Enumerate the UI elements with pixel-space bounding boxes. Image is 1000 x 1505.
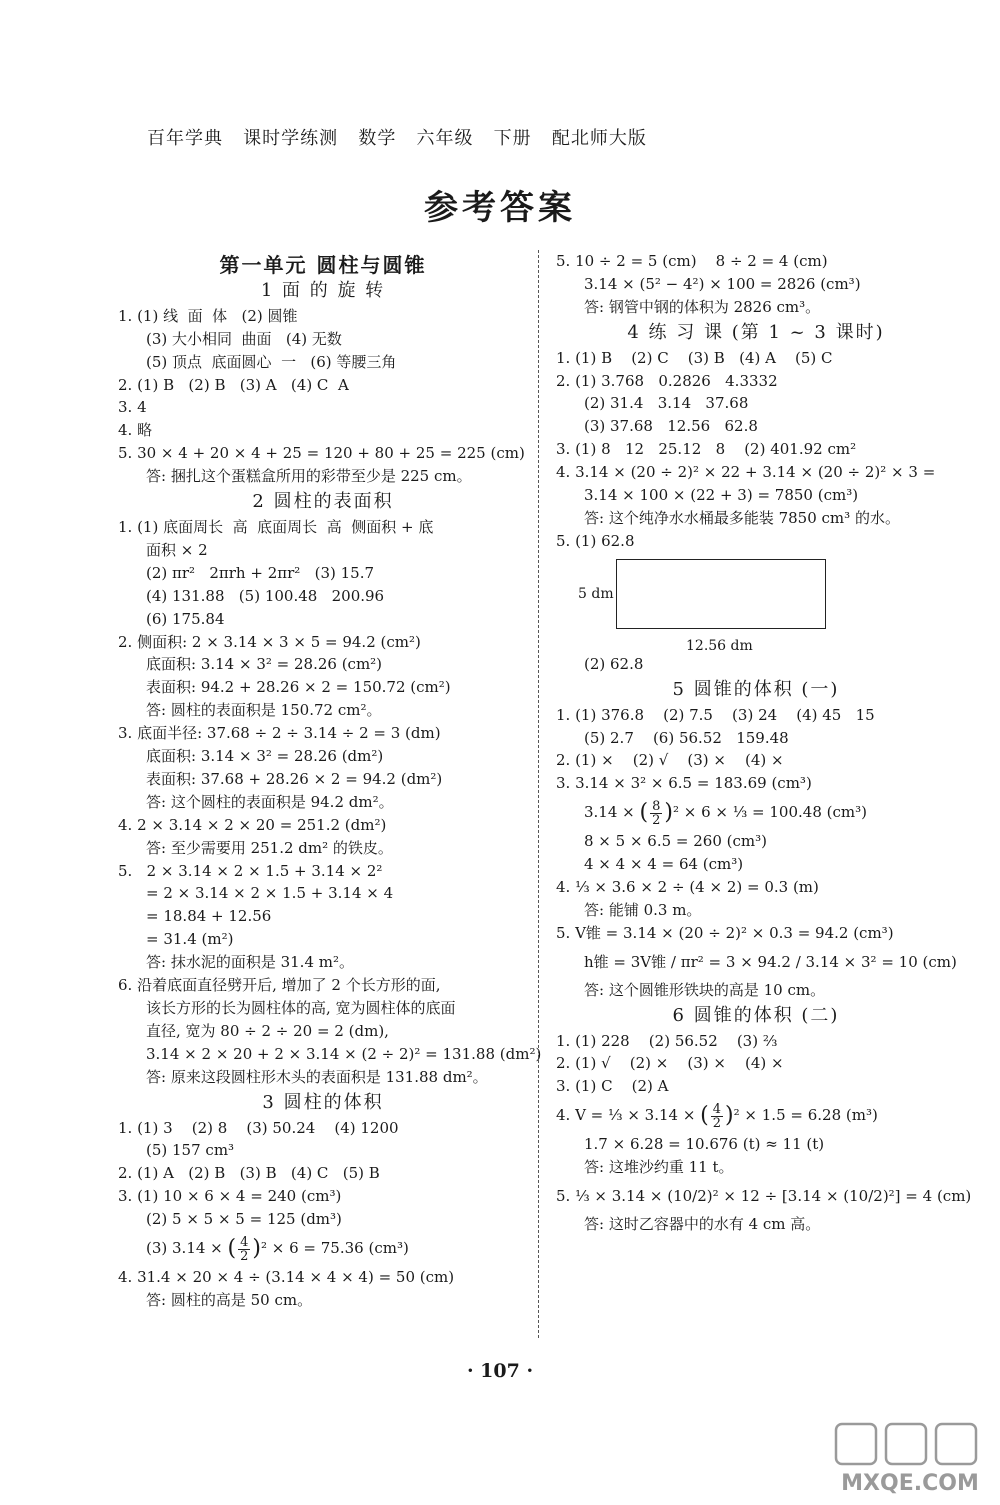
rectangle-shape bbox=[616, 559, 826, 629]
answer-line: 2. (1) √ (2) × (3) × (4) × bbox=[556, 1054, 784, 1073]
answer-line: 5. (1) 62.8 bbox=[556, 531, 635, 550]
answer-line: 6. 沿着底面直径劈开后, 增加了 2 个长方形的面, bbox=[118, 976, 441, 995]
answer-line: 答: 这堆沙约重 11 t。 bbox=[584, 1158, 734, 1177]
answer-line: 答: 这个圆柱的表面积是 94.2 dm²。 bbox=[146, 792, 394, 811]
answer-line: 1. (1) 线 面 体 (2) 圆锥 bbox=[118, 306, 298, 325]
answer-line: 3. 底面半径: 37.68 ÷ 2 ÷ 3.14 ÷ 2 = 3 (dm) bbox=[118, 724, 441, 743]
answer-line: 直径, 宽为 80 ÷ 2 ÷ 20 = 2 (dm), bbox=[146, 1021, 389, 1040]
answer-line: 1.7 × 6.28 = 10.676 (t) ≈ 11 (t) bbox=[584, 1135, 825, 1154]
answer-line: 4. 略 bbox=[118, 421, 153, 440]
expr-suffix: ² × 1.5 = 6.28 (m³) bbox=[733, 1106, 878, 1125]
section-heading: 3 圆柱的体积 bbox=[262, 1091, 384, 1113]
answer-line: 3.14 × 2 × 20 + 2 × 3.14 × (2 ÷ 2)² = 131.88 (dm²) bbox=[146, 1044, 542, 1063]
answer-line: (5) 顶点 底面圆心 一 (6) 等腰三角 bbox=[146, 352, 397, 371]
section-heading: 2 圆柱的表面积 bbox=[252, 491, 394, 513]
answer-line: 4. 2 × 3.14 × 2 × 20 = 251.2 (dm²) bbox=[118, 815, 387, 834]
right-column bbox=[556, 250, 972, 1236]
book-header: 百年学典 课时学练测 数学 六年级 下册 配北师大版 bbox=[147, 128, 647, 149]
answer-line: 答: 原来这段圆柱形木头的表面积是 131.88 dm²。 bbox=[146, 1067, 488, 1086]
answer-line: = 31.4 (m²) bbox=[146, 930, 234, 949]
answer-line: 答: 能铺 0.3 m。 bbox=[584, 900, 702, 919]
section-heading: 6 圆锥的体积 (二) bbox=[672, 1004, 840, 1026]
answer-line: h锥 = 3V锥 / πr² = 3 × 94.2 / 3.14 × 3² = 10 (cm) bbox=[584, 952, 957, 971]
answer-line: 1. (1) 228 (2) 56.52 (3) ⅔ bbox=[556, 1031, 778, 1050]
fraction: $\frac{8}{2}$ bbox=[652, 798, 661, 828]
answer-line: 2. (1) × (2) √ (3) × (4) × bbox=[556, 751, 784, 770]
answer-line: 3. 3.14 × 3² × 6.5 = 183.69 (cm³) bbox=[556, 774, 812, 793]
answer-line: 表面积: 94.2 + 28.26 × 2 = 150.72 (cm²) bbox=[146, 678, 451, 697]
section-heading: 第一单元 圆柱与圆锥 bbox=[219, 253, 427, 277]
answer-line: 答: 圆柱的表面积是 150.72 cm²。 bbox=[146, 701, 382, 720]
answer-line: 答: 这时乙容器中的水有 4 cm 高。 bbox=[584, 1215, 821, 1234]
answer-line: 答: 捆扎这个蛋糕盒所用的彩带至少是 225 cm。 bbox=[146, 467, 472, 486]
answer-line: 2. (1) 3.768 0.2826 4.3332 bbox=[556, 371, 778, 390]
answer-line: 4. ⅓ × 3.6 × 2 ÷ (4 × 2) = 0.3 (m) bbox=[556, 878, 819, 897]
answer-line: 1. (1) 3 (2) 8 (3) 50.24 (4) 1200 bbox=[118, 1118, 399, 1137]
answer-line: 1. (1) B (2) C (3) B (4) A (5) C bbox=[556, 348, 833, 367]
answer-line: 答: 这个纯净水水桶最多能装 7850 cm³ 的水。 bbox=[584, 508, 900, 527]
rectangle-width-label: 12.56 dm bbox=[686, 637, 753, 654]
page-number: · 107 · bbox=[466, 1360, 534, 1382]
answer-line: 8 × 5 × 6.5 = 260 (cm³) bbox=[584, 832, 767, 851]
answer-line: 5. ⅓ × 3.14 × (10/2)² × 12 ÷ [3.14 × (10/2)²] = 4 (cm) bbox=[556, 1187, 972, 1206]
left-column bbox=[118, 250, 542, 1312]
expr-prefix: 3.14 × bbox=[584, 803, 640, 822]
column-divider bbox=[538, 250, 539, 1338]
answer-line: (6) 175.84 bbox=[146, 609, 225, 628]
answer-line: 1. (1) 底面周长 高 底面周长 高 侧面积 + 底 bbox=[118, 517, 434, 536]
answer-line: (5) 157 cm³ bbox=[146, 1141, 235, 1160]
answer-line: 表面积: 37.68 + 28.26 × 2 = 94.2 (dm²) bbox=[146, 769, 443, 788]
answer-line: 底面积: 3.14 × 3² = 28.26 (dm²) bbox=[146, 747, 384, 766]
answer-line: 1. (1) 376.8 (2) 7.5 (3) 24 (4) 45 15 bbox=[556, 705, 875, 724]
answer-line: 该长方形的长为圆柱体的高, 宽为圆柱体的底面 bbox=[146, 999, 456, 1017]
answer-line: = 18.84 + 12.56 bbox=[146, 907, 272, 926]
answer-line: 5. 10 ÷ 2 = 5 (cm) 8 ÷ 2 = 4 (cm) bbox=[556, 252, 828, 270]
answer-line: 答: 钢管中钢的体积为 2826 cm³。 bbox=[584, 297, 821, 316]
expr-suffix: ² × 6 × ⅓ = 100.48 (cm³) bbox=[672, 803, 867, 822]
answer-line-fraction: (3) 3.14 × ( $\frac{4}{2}$ )² × 6 = 75.36 (cm³) bbox=[146, 1234, 409, 1264]
answer-line: 2. (1) B (2) B (3) A (4) C A bbox=[118, 375, 349, 394]
answer-line: (3) 大小相同 曲面 (4) 无数 bbox=[146, 329, 342, 348]
rectangle-diagram bbox=[556, 553, 956, 653]
answer-line: 3.14 × 100 × (22 + 3) = 7850 (cm³) bbox=[584, 486, 859, 505]
answer-line-fraction: 3.14 × ( $\frac{8}{2}$ )² × 6 × ⅓ = 100.48 (cm³) bbox=[584, 798, 867, 828]
answer-line: 答: 圆柱的高是 50 cm。 bbox=[146, 1290, 313, 1309]
expr-suffix: ² × 6 = 75.36 (cm³) bbox=[261, 1239, 409, 1258]
answer-line: 5. 2 × 3.14 × 2 × 1.5 + 3.14 × 2² bbox=[118, 861, 383, 880]
answer-line: 3. (1) 8 12 25.12 8 (2) 401.92 cm² bbox=[556, 440, 857, 459]
answer-line: (5) 2.7 (6) 56.52 159.48 bbox=[584, 728, 789, 747]
answer-line: 5. 30 × 4 + 20 × 4 + 25 = 120 + 80 + 25 = 225 (cm) bbox=[118, 444, 525, 463]
answer-line: 4. 31.4 × 20 × 4 ÷ (3.14 × 4 × 4) = 50 (cm) bbox=[118, 1268, 455, 1287]
answer-line: 底面积: 3.14 × 3² = 28.26 (cm²) bbox=[146, 655, 383, 674]
answer-line: = 2 × 3.14 × 2 × 1.5 + 3.14 × 4 bbox=[146, 884, 394, 903]
answer-line: 2. (1) A (2) B (3) B (4) C (5) B bbox=[118, 1164, 380, 1183]
answer-line: (3) 37.68 12.56 62.8 bbox=[584, 417, 758, 436]
fraction: $\frac{4}{2}$ bbox=[712, 1101, 722, 1131]
answer-line: 答: 抹水泥的面积是 31.4 m²。 bbox=[146, 953, 354, 972]
answer-line: 4. 3.14 × (20 ÷ 2)² × 22 + 3.14 × (20 ÷ 2)² × 3 = bbox=[556, 463, 936, 482]
rectangle-height-label: 5 dm bbox=[578, 585, 614, 602]
watermark-logo bbox=[830, 1420, 990, 1498]
answer-line: 3. 4 bbox=[118, 398, 147, 417]
answer-line: (2) 5 × 5 × 5 = 125 (dm³) bbox=[146, 1210, 342, 1229]
answer-line: 4 × 4 × 4 = 64 (cm³) bbox=[584, 855, 744, 874]
svg-text:MXQE.COM: MXQE.COM bbox=[841, 1471, 979, 1496]
answer-line: 3. (1) C (2) A bbox=[556, 1077, 669, 1096]
answer-line: 答: 至少需要用 251.2 dm² 的铁皮。 bbox=[146, 838, 393, 857]
answer-line: (2) 31.4 3.14 37.68 bbox=[584, 394, 749, 413]
answer-line: 面积 × 2 bbox=[146, 540, 208, 559]
fraction: $\frac{4}{2}$ bbox=[240, 1234, 249, 1264]
answer-line: 3. (1) 10 × 6 × 4 = 240 (cm³) bbox=[118, 1187, 342, 1206]
answer-line: 5. V锥 = 3.14 × (20 ÷ 2)² × 0.3 = 94.2 (cm³) bbox=[556, 923, 894, 942]
answer-line: (4) 131.88 (5) 100.48 200.96 bbox=[146, 586, 385, 605]
answer-line: 2. 侧面积: 2 × 3.14 × 3 × 5 = 94.2 (cm²) bbox=[118, 632, 421, 651]
section-heading: 1 面 的 旋 转 bbox=[260, 279, 386, 301]
answer-line: (2) πr² 2πrh + 2πr² (3) 15.7 bbox=[146, 563, 375, 582]
expr-prefix: (3) 3.14 × bbox=[146, 1239, 228, 1258]
answer-line: 答: 这个圆锥形铁块的高是 10 cm。 bbox=[584, 980, 826, 999]
answer-line: 3.14 × (5² − 4²) × 100 = 2826 (cm³) bbox=[584, 274, 861, 293]
answer-line-fraction: 4. V = ⅓ × 3.14 × ( $\frac{4}{2}$ )² × 1.5 = 6.28 (m³) bbox=[556, 1101, 878, 1131]
answer-line: (2) 62.8 bbox=[584, 654, 644, 673]
page-title: 参考答案 bbox=[424, 188, 576, 228]
expr-prefix: 4. V = ⅓ × 3.14 × bbox=[556, 1106, 701, 1125]
section-heading: 5 圆锥的体积 (一) bbox=[672, 678, 840, 700]
section-heading: 4 练 习 课 (第 1 ~ 3 课时) bbox=[627, 321, 885, 343]
